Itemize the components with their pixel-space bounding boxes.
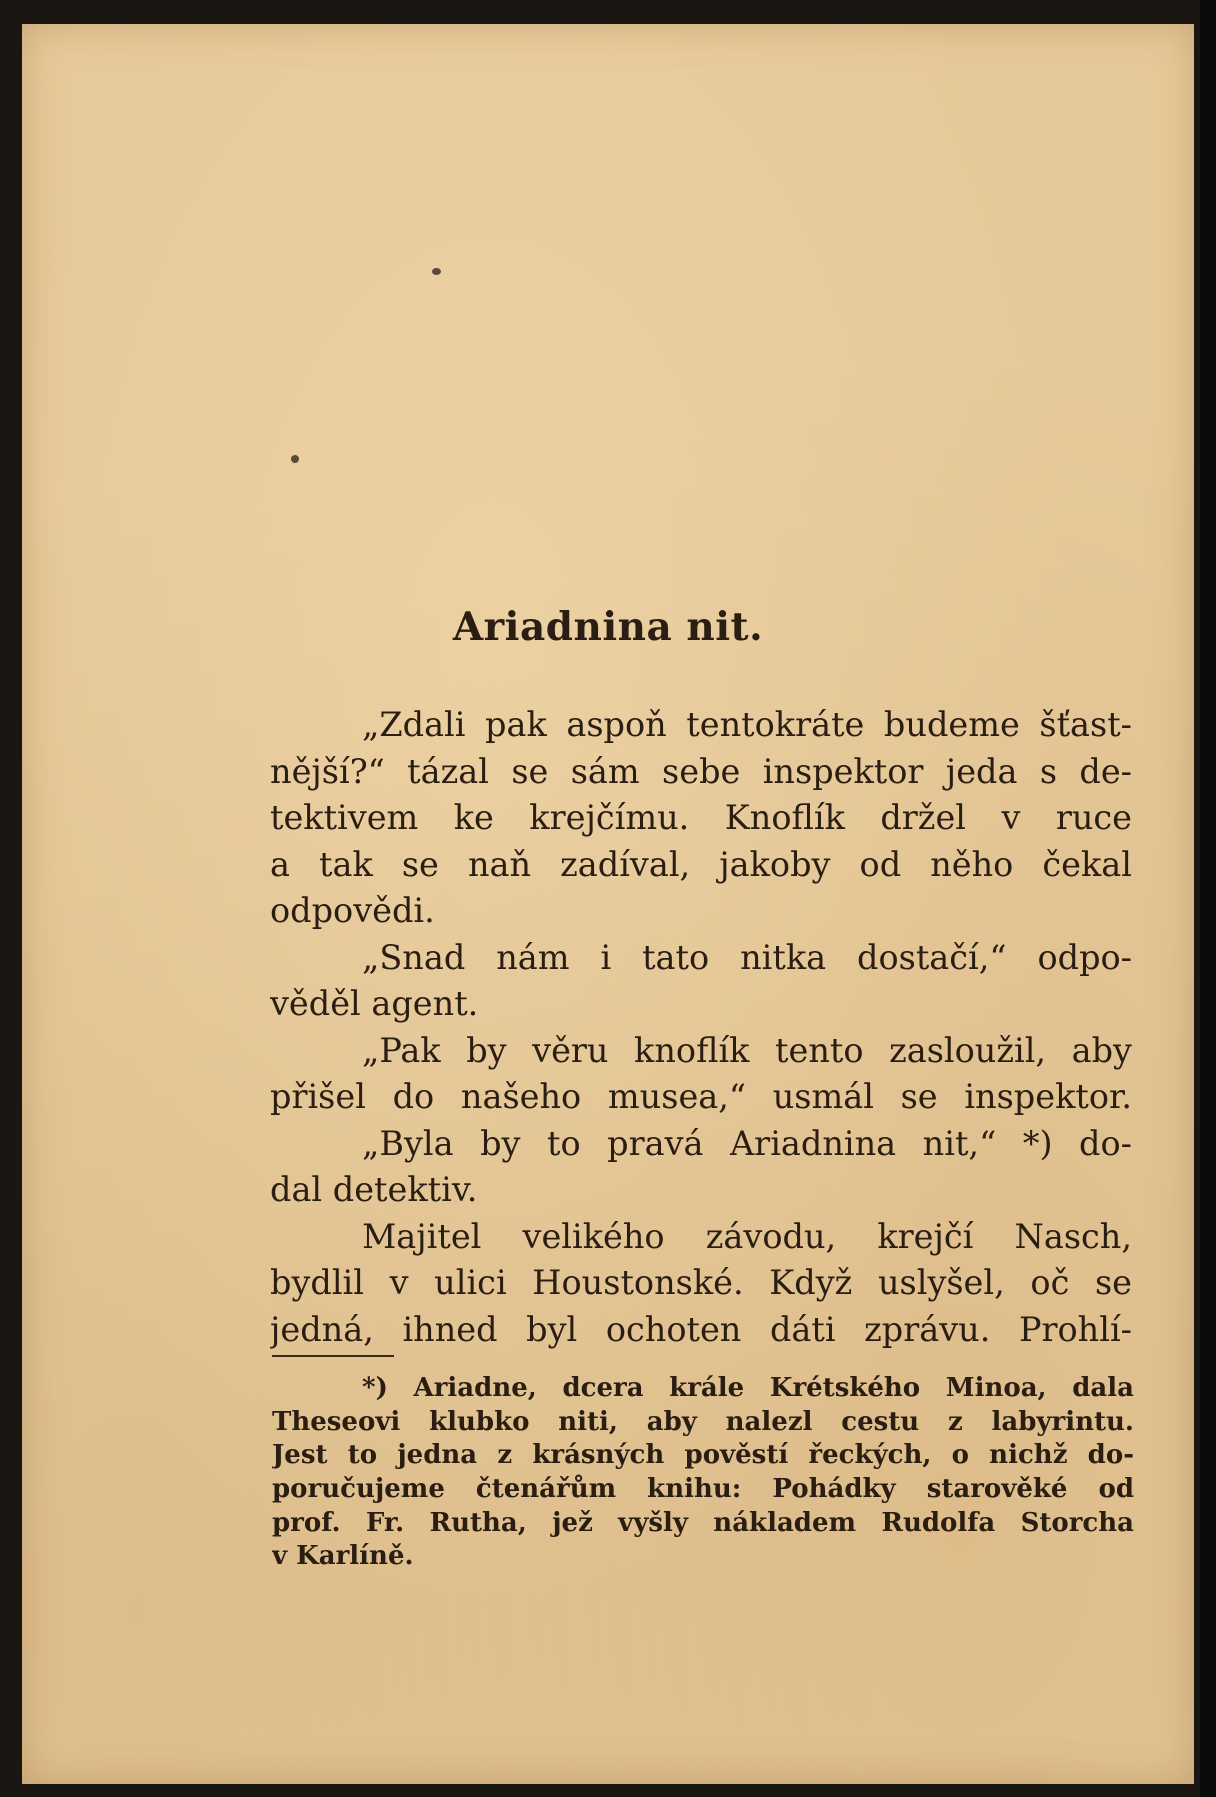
body-line: a tak se naň zadíval, jakoby od něho čekal <box>270 844 1132 884</box>
footnote-line: v Karlíně. <box>272 1541 414 1572</box>
footnote <box>272 1372 1134 1574</box>
body-line: odpovědi. <box>270 891 435 930</box>
footnote-divider <box>272 1355 394 1357</box>
body-line: dal detektiv. <box>270 1170 478 1209</box>
body-line: věděl agent. <box>270 984 479 1023</box>
footnote-line: poručujeme čtenářům knihu: Pohádky starověké od <box>272 1474 1134 1505</box>
body-line: „Pak by věru knoflík tento zasloužil, aby <box>362 1030 1132 1070</box>
footnote-line: Jest to jedna z krásných pověstí řeckých, o nichž do- <box>272 1440 1134 1471</box>
body-line: tektivem ke krejčímu. Knoflík držel v ruce <box>270 798 1132 837</box>
body-line: přišel do našeho musea,“ usmál se inspektor. <box>270 1077 1132 1116</box>
body-line: „Zdali pak aspoň tentokráte budeme šťast- <box>362 705 1132 744</box>
body-line: „Snad nám i tato nitka dostačí,“ odpo- <box>362 937 1132 977</box>
footnote-line: prof. Fr. Rutha, jež vyšly nákladem Rudolfa Storcha <box>272 1507 1134 1538</box>
paper-speck <box>291 455 299 463</box>
body-text <box>270 702 1132 1353</box>
page-edge-shadow <box>1200 0 1216 1797</box>
footnote-line: Theseovi klubko niti, aby nalezl cestu z labyrintu. <box>272 1406 1134 1437</box>
body-line: nější?“ tázal se sám sebe inspektor jeda s de- <box>270 751 1132 791</box>
body-line: jedná, ihned byl ochoten dáti zprávu. Prohlí- <box>270 1309 1132 1349</box>
chapter-title: Ariadnina nit. <box>452 604 764 650</box>
body-line: Majitel velikého závodu, krejčí Nasch, <box>362 1216 1132 1256</box>
body-line: „Byla by to pravá Ariadnina nit,“ *) do- <box>362 1123 1132 1163</box>
footnote-line: *) Ariadne, dcera krále Krétského Minoa, dala <box>362 1373 1134 1403</box>
body-line: bydlil v ulici Houstonské. Když uslyšel, oč se <box>270 1263 1132 1302</box>
paper-speck <box>432 268 441 275</box>
